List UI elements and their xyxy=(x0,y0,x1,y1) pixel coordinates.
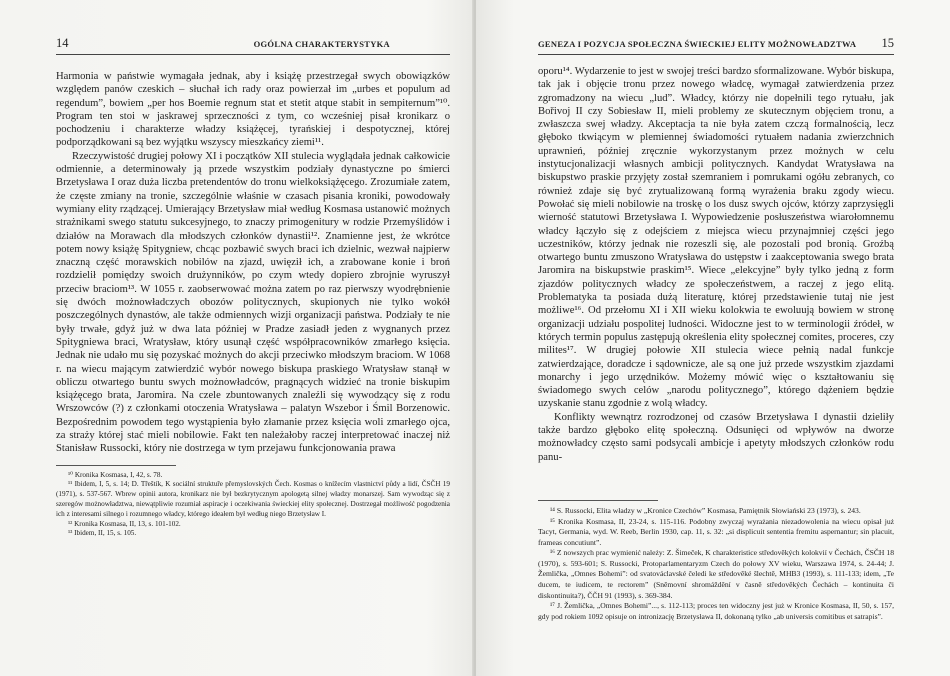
paragraph: Harmonia w państwie wymagała jednak, aby i książę przestrzegał swych obowiązków względem panów czeskich – słuchał ich rady oraz powierzał im „urbes et populum ad regendum”, bowiem „per hos Boemie regnum stat et stetit atque stabit in sempiternum”¹⁰. Program ten stoi w jaskrawej sprzeczności z tym, co wcześniej pisał kronikarz o pochodzeniu i charakterze władzy książęcej, tyrańskiej i despotycznej, której podporządkowani są bez wyjątku wszyscy mieszkańcy ziemi¹¹. xyxy=(56,71,450,149)
left-page xyxy=(0,0,474,676)
page-number: 14 xyxy=(56,36,69,50)
footnote: ¹⁶ Z nowszych prac wymienić należy: Z. Šimeček, K charakteristice středověkých kolokvií v Čechách, ČSČH 18 (1970), s. 593-601; S. Russocki, Protoparlamentaryzm Czech do połowy XV wieku, Warszawa 1974, s. 24-44; J. Žemlička, „Omnes Bohemi”: od svatováclavské čeledi ke středověké šlechtě, MHB3 (1993), s. 111-133; idem, „Te ducem, te iudicem, te rectorem” (Sněmovní shromáždění v časně středověkých Čechách – kontinuita či diskontinuita?), ČČH 91 (1993), s. 369-384. xyxy=(538,548,894,600)
running-head: OGÓLNA CHARAKTERYSTYKA xyxy=(253,39,390,49)
right-body xyxy=(538,65,894,464)
footnote: ¹³ Ibidem, II, 15, s. 105. xyxy=(68,529,137,538)
left-footnotes xyxy=(56,471,450,540)
paragraph: Konflikty wewnątrz rozrodzonej od czasów Brzetysława I dynastii dzieliły także bardzo głęboko elitę społeczną. Odsunięci od wpływów na dworze możnowładcy często sami podsycali ambicje i apetyty młodszych członków rodu panu- xyxy=(538,411,894,463)
footnote: ¹⁴ S. Russocki, Elita władzy w „Kronice Czechów” Kosmasa, Pamiętnik Słowiański 23 (1973), s. 243. xyxy=(550,505,861,515)
footnote: ¹¹ Ibidem, I, 5, s. 14; D. Třeštík, K sociální struktuře přemyslovských Čech. Kosmas o knížecím vlastnictví půdy a lidí, ČSČH 19 (1971), s. 537-567. Wbrew opinii autora, kronikarz nie był bezkrytycznym apologetą silnej władzy monarszej. Sam wywodząc się z szeregów możnowładztwa, niewątpliwie rozumiał aspiracje i oczekiwania świeckiej elity społecznej. Dostrzegał możliwość pogodzenia ich z interesami silnego i rozumnego władcy, którego ideałem był według niego Brzetysław I. xyxy=(56,480,450,518)
footnote: ¹² Kronika Kosmasa, II, 13, s. 101-102. xyxy=(68,519,181,528)
page-number: 15 xyxy=(881,36,894,50)
footnote-rule xyxy=(538,500,658,501)
footnote: ¹⁷ J. Žemlička, „Omnes Bohemi”..., s. 112-113; proces ten widoczny jest już w Kronice Kosmasa, II, 50, s. 157, gdy pod rokiem 1092 opisuje on intronizację Brzetysława II, dokonaną tylko „ab universis comitibus et satrapis”. xyxy=(538,601,894,621)
left-body xyxy=(56,70,450,456)
left-page-header xyxy=(56,36,450,55)
footnote: ¹⁵ Kronika Kosmasa, II, 23-24, s. 115-116. Podobny zwyczaj wyrażania niezadowolenia na wiecu opisał już Tacyt, Germania, wyd. W. Reeb, Berlin 1930, cap. 11, s. 32: „si displicuit sententia fremitu aspernantur; sin placuit, frameas concutiunt”. xyxy=(538,516,894,547)
footnote-rule xyxy=(56,465,176,466)
right-page xyxy=(476,0,950,676)
right-page-header xyxy=(538,36,894,55)
paragraph: oporu¹⁴. Wydarzenie to jest w swojej treści bardzo sformalizowane. Wybór biskupa, tak jak i objęcie tronu przez nowego władcę, wymagał zatwierdzenia przez zgromadzony na wiecu „lud”. Władcy, którzy nie dopełnili tego rytuału, jak Bořivoj II czy Sobiesław II, mieli problemy ze skutecznym objęciem tronu, a zwłaszcza swej władzy. Akceptacja ta nie była zatem czczą formalnością, lecz głęboko tkwiącym w plemiennej świadomości rytuałem nadania zwierzchnich uprawnień, później zręcznie wykorzystanym przez możnych w celu instytucjonalizacji własnych ambicji politycznych. Kandydat Wratysława na biskupstwo praskie przyjęty został szemraniem i pomrukami ogółu zebranych, co również zdaje się być zrytualizowaną formą wyrażenia braku zgody wiecu. Powołać się mieli nobilowie na troskę o los dusz swych ojców, którzy zaprzysięgli wierność statutowi Brzetysława I. Wypowiedzenie posłuszeństwa wiarołomnemu władcy łączyło się z odejściem z miejsca wiecu przynajmniej części jego uczestników, którzy jednak nie rozeszli się, ale pozostali pod bronią. Groźbą otwartego buntu zmuszono Wratysława do ustępstw i zaakceptowania swego brata Jaromira na biskupstwie praskim¹⁵. Wiece „elekcyjne” były tylko jedną z form zjazdów politycznych władcy ze społeczeństwem, a raczej z jego elitą. Problematyka ta posiada dużą literaturę, której przedstawienie tutaj nie jest możliwe¹⁶. Od przełomu XI i XII wieku kolokwia te ewoluują bowiem w stronę organizacji udziału pospolitej ludności. Widoczne jest to w terminologii źródeł, w których termin populus zastępują określenia elity społecznej comites, proceres, czy milites¹⁷. W drugiej połowie XII stulecia wiece pełnią nadal funkcje zatwierdzające, doradcze i sądownicze, ale są one już przede wszystkim zjazdami monarchy i jego urzędników. Możemy mówić więc o kształtowaniu się świadomego swych celów „narodu politycznego”, którego dążeniem będzie uzyskanie stanu zgodnie z wolą władcy. xyxy=(538,66,894,410)
footnote: ¹⁰ Kronika Kosmasa, I, 42, s. 78. xyxy=(68,470,163,479)
right-footnotes xyxy=(538,506,894,623)
paragraph: Rzeczywistość drugiej połowy XI i początków XII stulecia wyglądała jednak całkowicie odmiennie, a determinowały ją przede wszystkim podziały dynastyczne po śmierci Brzetysława I oraz duża liczba pretendentów do tronu wielkoksiążęcego. Zrozumiałe zatem, że częste zmiany na tronie, szczególnie właśnie w czasach pisania kroniki, powodowały wymiany elity rządzącej. Umierający Brzetysław miał według Kosmasa ustanowić możnych strażnikami swego statutu sukcesyjnego, to znaczy primogenitury w rodzie Przemyślidów i działów na Morawach dla młodszych członków dynastii¹². Znamienne jest, że wkrótce potem nowy książę Spitygniew, chcąc pozbawić swych braci ich dzielnic, wezwał najpierw znaczną część morawskich nobilów na zjazd, uwięził ich, a zrabowane konie i broń rozdzielił pomiędzy swoich drużynników, po czym wtedy dopiero zbrojnie wyruszył przeciw braciom¹³. W 1055 r. zaobserwować można zatem po raz pierwszy wyodrębnienie się dwóch możnowładczych obozów politycznych, skupionych nie tylko wokół poszczególnych dynastów, ale także odmiennych wizji organizacji państwa. Podziały te nie były trwałe, gdyż już w dwa lata później w Pradze zasiadł jeden z wygnanych przez Spitygniewa braci, Wratysław, który usunął część współpracowników zmarłego księcia. Jednak nie udało mu się pozyskać możnych do akcji przeciwko młodszym braciom. W 1068 r. na wiecu mającym zatwierdzić wybór nowego biskupa praskiego Wratysław stanął w obliczu otwartego buntu swych możnowładców, pragnących widzieć na tronie biskupim książęcego brata, Jaromira. Na czele zbuntowanych znaleźli się wywodzący się z rodu Wrszowców (?) z członkami otoczenia Wratysława – palatyn Wszebor i Śmil Borzenowic. Bezpośrednim powodem tego wystąpienia było złamanie przez księcia woli zmarłego ojca, za straży której stać mieli nobilowie. Fakt ten należałoby raczej interpretować inaczej niż Stanisław Russocki, który nie dostrzega w tym przejawu funkcjonowania prawa xyxy=(56,150,450,455)
running-head: GENEZA I POZYCJA SPOŁECZNA ŚWIECKIEJ ELITY MOŻNOWŁADZTWA xyxy=(538,39,857,49)
